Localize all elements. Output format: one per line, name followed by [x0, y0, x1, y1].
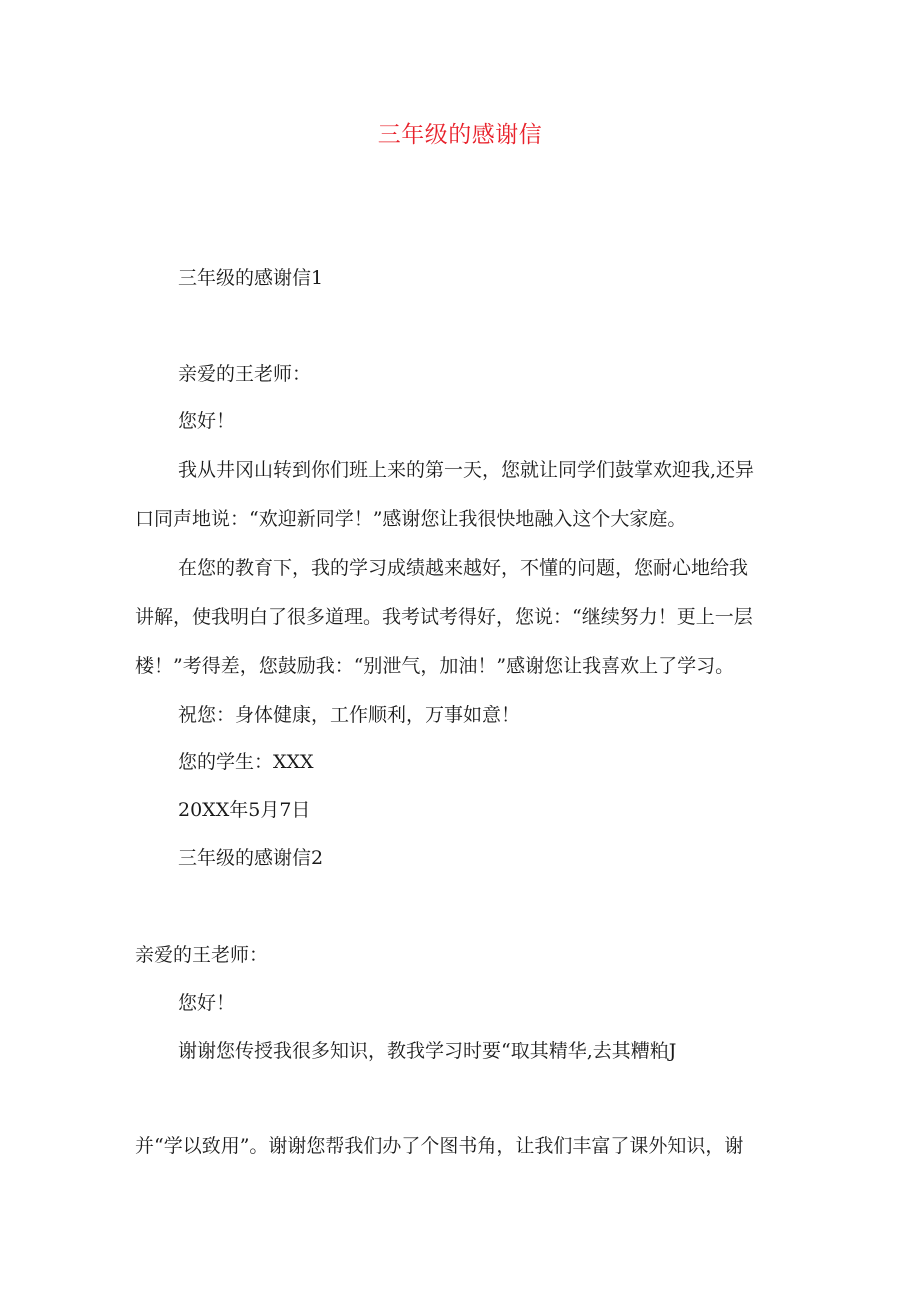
letter2-paragraph1-line2: 并“学以致用”。谢谢您帮我们办了个图书角，让我们丰富了课外知识，谢 [135, 1135, 744, 1157]
letter1-paragraph2-line1: 在您的教育下，我的学习成绩越来越好，不懂的问题，您耐心地给我 [178, 557, 749, 579]
letter2-greeting: 您好！ [178, 992, 236, 1014]
letter1-signature: 您的学生：XXX [178, 751, 314, 773]
letter1-paragraph1-line2: 口同声地说：“欢迎新同学！”感谢您让我很快地融入这个大家庭。 [135, 508, 687, 530]
letter1-date: 20XX年5月7日 [178, 799, 311, 821]
document-title: 三年级的感谢信 [377, 122, 543, 148]
letter2-salutation: 亲爱的王老师： [135, 944, 269, 966]
letter2-paragraph1-line1: 谢谢您传授我很多知识，教我学习时要“取其精华,去其糟粕J [178, 1040, 677, 1062]
letter1-heading: 三年级的感谢信1 [178, 267, 324, 289]
letter1-paragraph2-line3: 楼！”考得差，您鼓励我：“别泄气，加油！”感谢您让我喜欢上了学习。 [135, 655, 735, 677]
letter2-heading: 三年级的感谢信2 [178, 847, 324, 869]
letter1-paragraph2-line2: 讲解，使我明白了很多道理。我考试考得好，您说：“继续努力！更上一层 [135, 606, 753, 628]
letter1-wish: 祝您：身体健康，工作顺利，万事如意！ [178, 704, 521, 726]
letter1-salutation: 亲爱的王老师： [178, 363, 312, 385]
letter1-paragraph1-line1: 我从井冈山转到你们班上来的第一天，您就让同学们鼓掌欢迎我,还异 [178, 459, 755, 481]
letter1-greeting: 您好！ [178, 410, 236, 432]
